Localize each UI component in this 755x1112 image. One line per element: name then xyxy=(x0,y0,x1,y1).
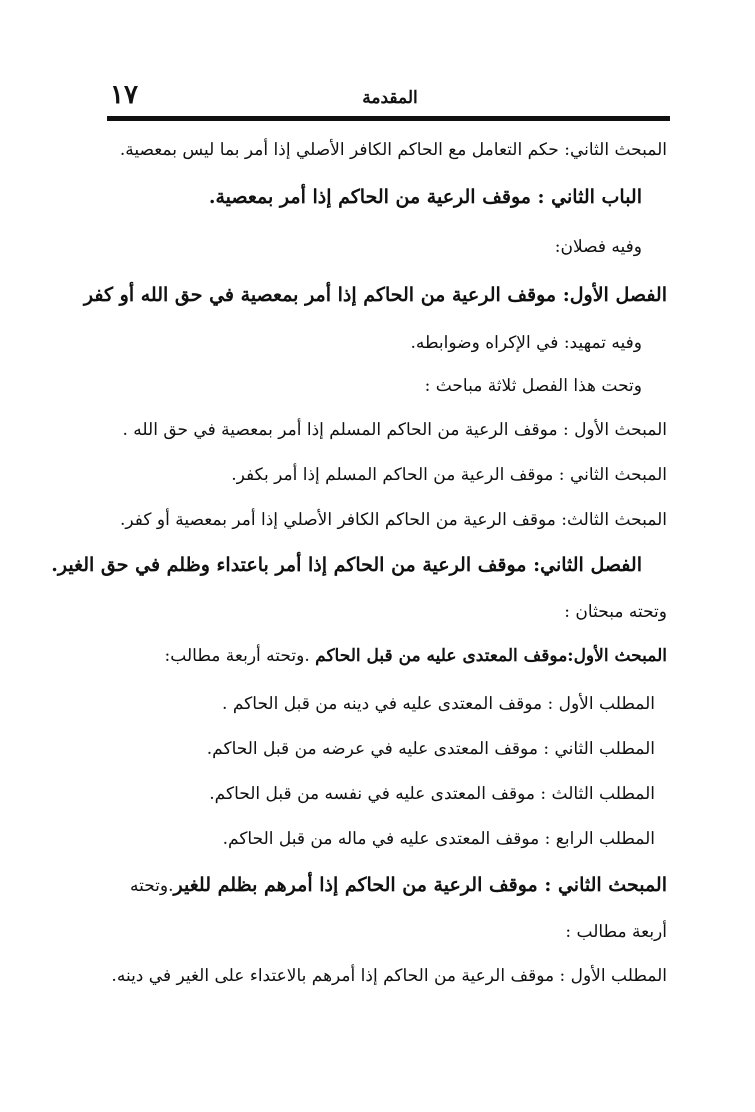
toc-line: المطلب الرابع : موقف المعتدى عليه في ماله من قبل الحاكم. xyxy=(222,829,655,849)
section-heading: الفصل الثاني: موقف الرعية من الحاكم إذا أمر باعتداء وظلم في حق الغير. xyxy=(51,554,642,576)
toc-line: المبحث الثاني: حكم التعامل مع الحاكم الكافر الأصلي إذا أمر بما ليس بمعصية. xyxy=(119,140,667,160)
subsection-suffix: .وتحته أربعة مطالب: xyxy=(164,646,316,666)
subsection-heading: المبحث الأول:موقف المعتدى عليه من قبل الحاكم xyxy=(315,646,667,666)
header-divider xyxy=(107,116,670,121)
section-heading: الفصل الأول: موقف الرعية من الحاكم إذا أمر بمعصية في حق الله أو كفر xyxy=(83,284,667,306)
toc-line: المطلب الأول : موقف الرعية من الحاكم إذا أمرهم بالاعتداء على الغير في دينه. xyxy=(111,966,667,986)
toc-line: المطلب الأول : موقف المعتدى عليه في دينه من قبل الحاكم . xyxy=(222,694,655,714)
chapter-heading: الباب الثاني : موقف الرعية من الحاكم إذا أمر بمعصية. xyxy=(208,186,642,208)
toc-line-mixed xyxy=(130,874,667,896)
toc-line: وتحت هذا الفصل ثلاثة مباحث : xyxy=(424,376,642,396)
toc-line: أربعة مطالب : xyxy=(565,922,667,942)
toc-line: المبحث الأول : موقف الرعية من الحاكم المسلم إذا أمر بمعصية في حق الله . xyxy=(122,420,667,440)
running-header-title: المقدمة xyxy=(362,88,418,108)
subsection-suffix: .وتحته xyxy=(129,876,174,896)
toc-line: وفيه تمهيد: في الإكراه وضوابطه. xyxy=(410,333,642,353)
subsection-heading: المبحث الثاني : موقف الرعية من الحاكم إذا أمرهم بظلم للغير xyxy=(173,874,667,896)
toc-line: المطلب الثاني : موقف المعتدى عليه في عرضه من قبل الحاكم. xyxy=(206,739,655,759)
toc-line: المبحث الثاني : موقف الرعية من الحاكم المسلم إذا أمر بكفر. xyxy=(231,465,667,485)
toc-line: المبحث الثالث: موقف الرعية من الحاكم الكافر الأصلي إذا أمر بمعصية أو كفر. xyxy=(120,510,667,530)
page-number: ١٧ xyxy=(110,80,138,110)
toc-line-mixed xyxy=(165,646,667,666)
toc-line: المطلب الثالث : موقف المعتدى عليه في نفسه من قبل الحاكم. xyxy=(209,784,655,804)
toc-line: وتحته مبحثان : xyxy=(564,602,667,622)
toc-line: وفيه فصلان: xyxy=(554,237,642,257)
